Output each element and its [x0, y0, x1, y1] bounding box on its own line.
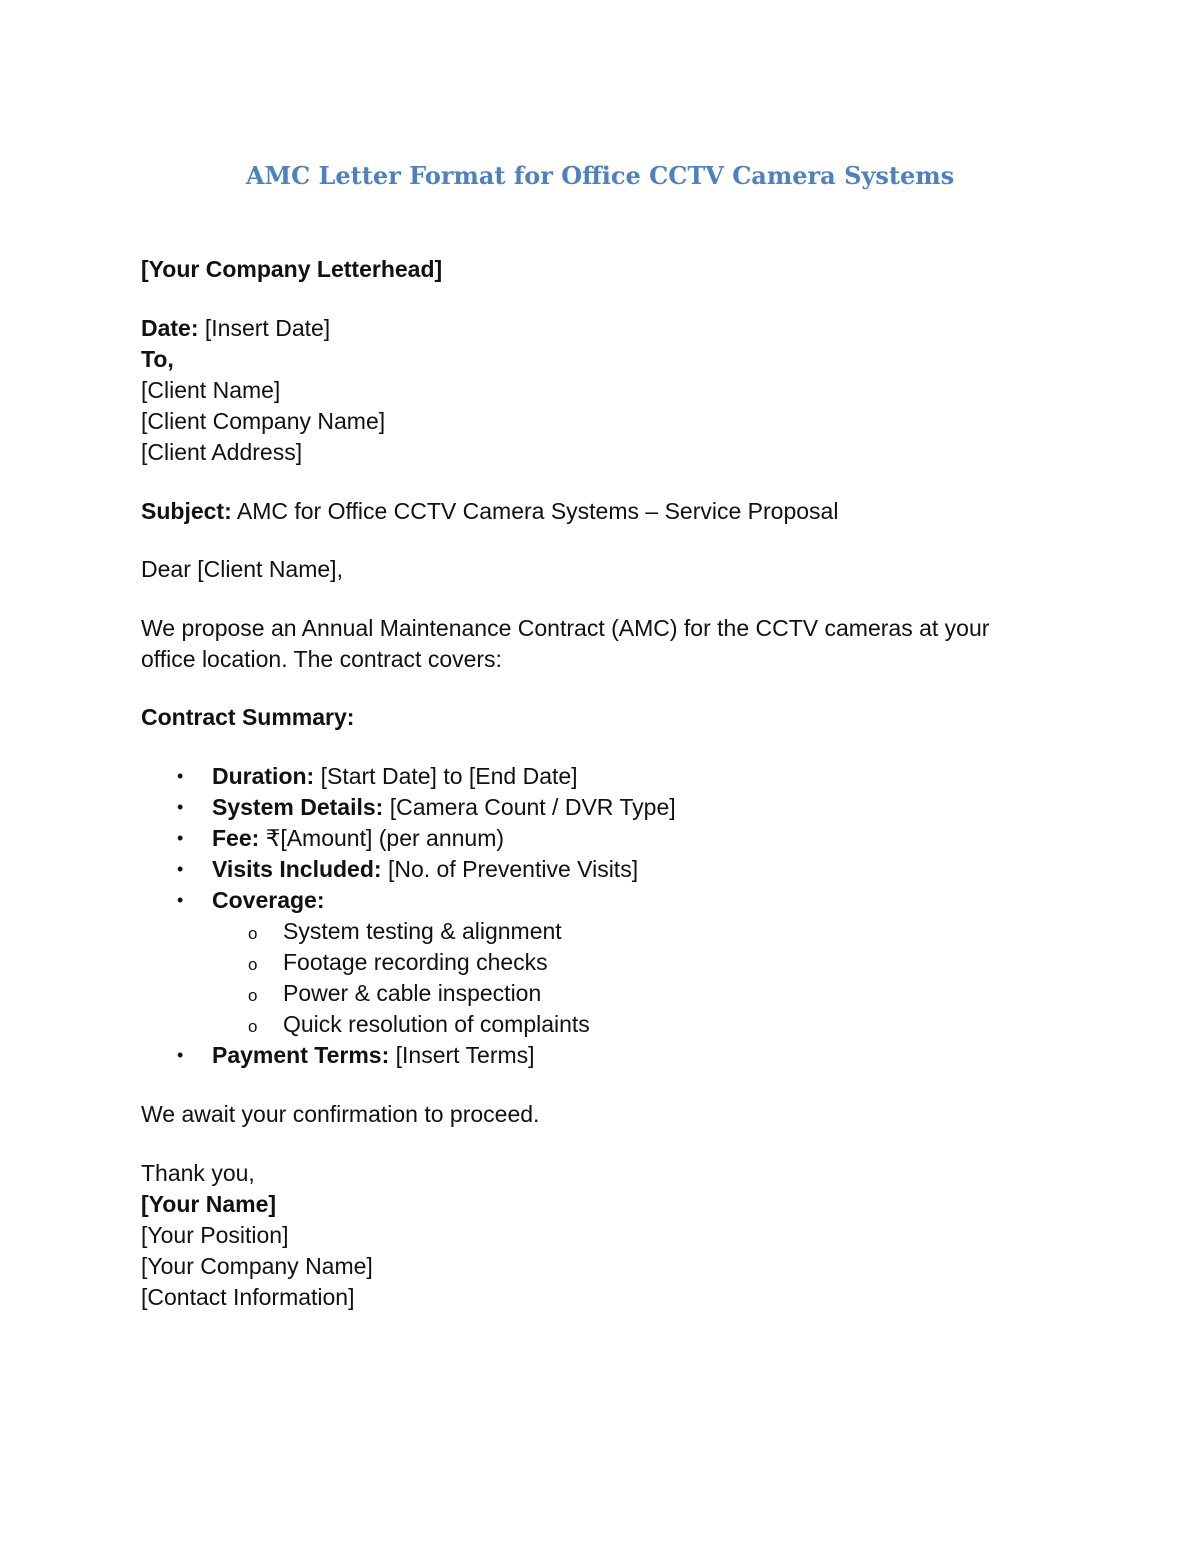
payment-terms-value: [Insert Terms]: [395, 1042, 535, 1068]
coverage-sub-item: [141, 1009, 1041, 1040]
coverage-sub-item-text: System testing & alignment: [283, 918, 562, 944]
intro-line-2: office location. The contract covers:: [141, 646, 502, 672]
visits-label: Visits Included:: [212, 856, 382, 882]
sender-name: [Your Name]: [141, 1191, 277, 1217]
fee-value: ₹[Amount] (per annum): [265, 825, 505, 851]
sender-company: [Your Company Name]: [141, 1253, 373, 1279]
intro-paragraph: [141, 613, 1041, 675]
bullet-icon: •: [177, 859, 184, 879]
duration-label: Duration:: [212, 763, 315, 789]
list-item-coverage: [141, 885, 1041, 916]
subject-label: Subject:: [141, 498, 232, 524]
closing-block: [141, 1099, 1041, 1130]
bullet-icon: •: [177, 890, 184, 910]
bullet-icon: •: [177, 1045, 184, 1065]
sub-bullet-icon: o: [248, 924, 258, 943]
list-item-duration: [141, 761, 1041, 792]
closing-line: We await your confirmation to proceed.: [141, 1101, 540, 1127]
summary-heading-block: [141, 702, 1041, 733]
coverage-sub-item: [141, 916, 1041, 947]
list-item-system-details: [141, 792, 1041, 823]
sub-bullet-icon: o: [248, 986, 258, 1005]
page-title: AMC Letter Format for Office CCTV Camera Systems: [245, 161, 955, 190]
contract-summary-list: [141, 761, 1041, 1071]
client-name: [Client Name]: [141, 377, 281, 403]
recipient-block: [141, 313, 1041, 468]
payment-terms-label: Payment Terms:: [212, 1042, 390, 1068]
subject-line: [141, 496, 1041, 527]
client-address: [Client Address]: [141, 439, 303, 465]
bullet-icon: •: [177, 766, 184, 786]
date-value: [Insert Date]: [204, 315, 331, 341]
visits-value: [No. of Preventive Visits]: [387, 856, 639, 882]
list-item-fee: [141, 823, 1041, 854]
list-item-payment-terms: [141, 1040, 1041, 1071]
to-label: To,: [141, 346, 174, 372]
fee-label: Fee:: [212, 825, 260, 851]
letterhead: [Your Company Letterhead]: [141, 256, 443, 282]
salutation: Dear [Client Name],: [141, 556, 343, 582]
subject-value: AMC for Office CCTV Camera Systems – Service Proposal: [236, 498, 839, 524]
intro-line-1: We propose an Annual Maintenance Contract (AMC) for the CCTV cameras at your: [141, 615, 990, 641]
signature-block: [141, 1158, 1041, 1313]
sub-bullet-icon: o: [248, 1017, 258, 1036]
coverage-sub-item-text: Footage recording checks: [283, 949, 548, 975]
bullet-icon: •: [177, 797, 184, 817]
client-company-name: [Client Company Name]: [141, 408, 386, 434]
system-details-value: [Camera Count / DVR Type]: [389, 794, 676, 820]
list-item-visits: [141, 854, 1041, 885]
summary-heading: Contract Summary:: [141, 704, 355, 730]
sub-bullet-icon: o: [248, 955, 258, 974]
coverage-sub-item-text: Power & cable inspection: [283, 980, 542, 1006]
bullet-icon: •: [177, 828, 184, 848]
sender-position: [Your Position]: [141, 1222, 289, 1248]
coverage-sub-item: [141, 978, 1041, 1009]
coverage-sub-item: [141, 947, 1041, 978]
system-details-label: System Details:: [212, 794, 384, 820]
sender-contact: [Contact Information]: [141, 1284, 355, 1310]
duration-value: [Start Date] to [End Date]: [320, 763, 578, 789]
subject-block: [141, 496, 1041, 527]
salutation-block: [141, 554, 1041, 585]
letterhead-block: [141, 254, 1041, 285]
coverage-label: Coverage:: [212, 887, 325, 913]
date-label: Date:: [141, 315, 199, 341]
coverage-sub-item-text: Quick resolution of complaints: [283, 1011, 590, 1037]
thanks-line: Thank you,: [141, 1160, 255, 1186]
date-line: [141, 313, 1041, 344]
